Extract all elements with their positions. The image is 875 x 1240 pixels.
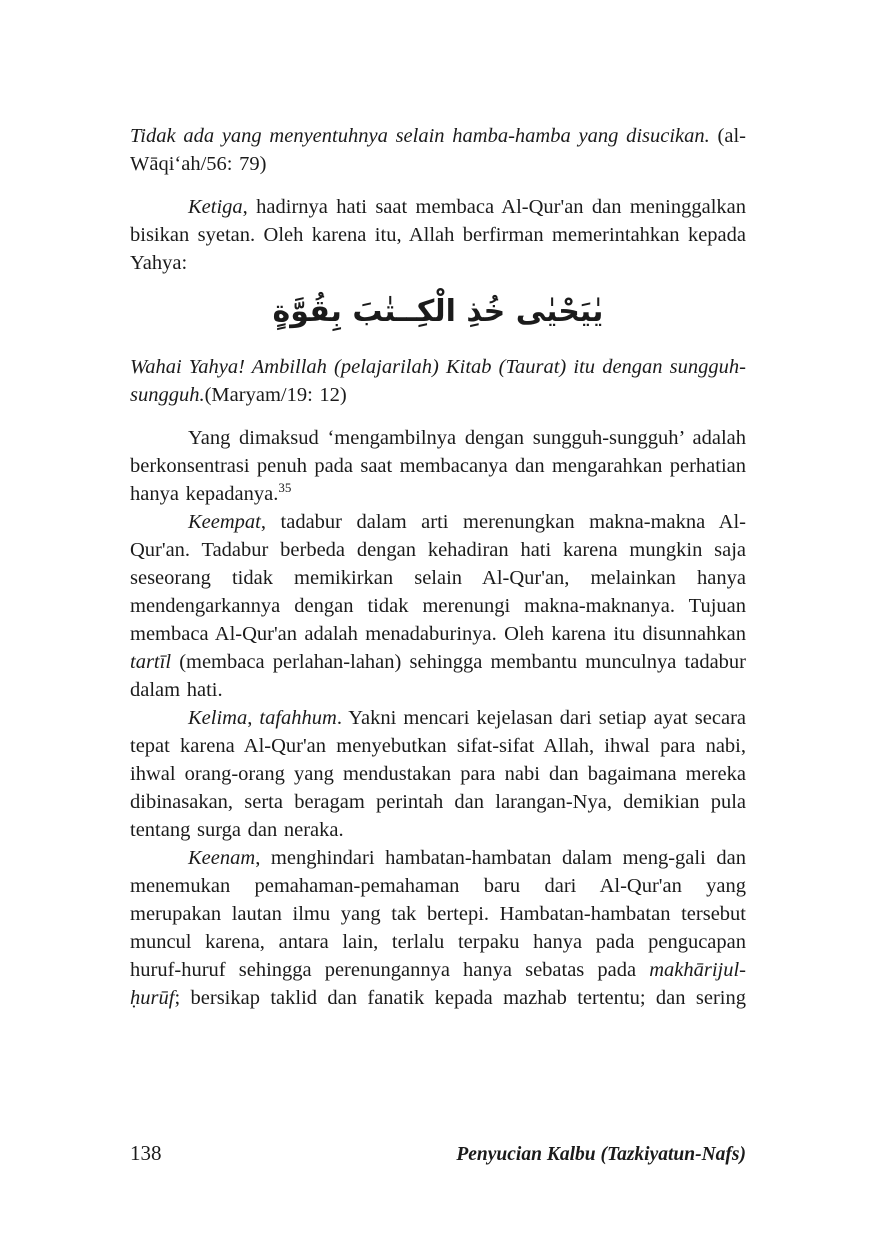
text-run: Ketiga (188, 196, 243, 218)
text-run: tartīl (130, 651, 172, 673)
running-title: Penyucian Kalbu (Tazkiyatun-Nafs) (456, 1144, 746, 1165)
text-run: Yang dimaksud ‘mengambilnya dengan sungguh-sungguh’ adalah berkonsentrasi penuh pada saat membacanya dan mengarahkan perhatian hanya kepadanya. (130, 427, 746, 505)
page-number: 138 (130, 1141, 162, 1165)
text-run: يٰيَحْيٰى خُذِ الْكِــتٰبَ بِقُوَّةٍ (272, 294, 604, 329)
footnote-ref: 35 (278, 480, 292, 496)
text-run: (membaca perlahan-lahan) sehingga membantu munculnya tadabur dalam hati. (130, 651, 746, 701)
text-run: tafahhum (259, 707, 337, 729)
paragraph-keenam (130, 844, 746, 1012)
page-body (130, 122, 746, 1012)
text-run: , tadabur dalam arti merenungkan makna-makna Al-Qur'an. Tadabur berbeda dengan kehadiran hati karena mungkin saja seseorang tidak memikirkan selain Al-Qur'an, melainkan hanya mendengarkannya dengan tidak merenungi makna-maknanya. Tujuan membaca Al-Qur'an adalah menadaburinya. Oleh karena itu disunnahkan (130, 511, 746, 645)
paragraph-kelima (130, 704, 746, 844)
paragraph-yang-dimaksud (130, 424, 746, 508)
verse-translation-maryam (130, 353, 746, 409)
text-run: Tidak ada yang menyentuhnya selain hamba-hamba yang disucikan. (130, 125, 710, 147)
text-run: Keempat (188, 511, 261, 533)
arabic-verse-maryam-19-12 (130, 283, 746, 341)
text-run: (al-Wāqi‘ah/56: 79) (130, 125, 746, 175)
text-run: Kelima (188, 707, 248, 729)
paragraph-keempat (130, 508, 746, 704)
text-run: ; bersikap taklid dan fanatik kepada mazhab tertentu; dan sering (174, 987, 746, 1009)
text-run: . Yakni mencari kejelasan dari setiap ayat secara tepat karena Al-Qur'an menyebutkan sifat-sifat Allah, ihwal para nabi, ihwal orang-orang yang mendustakan para nabi dan bagaimana mereka dibinasakan, serta beragam perintah dan larangan-Nya, demikian pula tentang surga dan neraka. (130, 707, 746, 841)
text-run: Wahai Yahya! Ambillah (pelajarilah) Kitab (Taurat) itu dengan sungguh-sungguh. (130, 356, 746, 406)
text-run: (Maryam/19: 12) (204, 384, 347, 406)
text-run: , hadirnya hati saat membaca Al-Qur'an dan meninggalkan bisikan syetan. Oleh karena itu, Allah berfirman memerintahkan kepada Yahya: (130, 196, 746, 274)
text-run: Keenam (188, 847, 256, 869)
verse-translation-waqiah (130, 122, 746, 178)
page-footer (130, 1141, 746, 1166)
text-run: , (247, 707, 260, 729)
text-run: , menghindari hambatan-hambatan dalam meng-gali dan menemukan pemahaman-pemahaman baru dari Al-Qur'an yang merupakan lautan ilmu yang tak bertepi. Hambatan-hambatan tersebut muncul karena, antara lain, terlalu terpaku hanya pada pengucapan huruf-huruf sehingga perenungannya hanya sebatas pada (130, 847, 746, 981)
text-run: makhārijul-ḥurūf (130, 959, 746, 1009)
paragraph-ketiga (130, 193, 746, 277)
